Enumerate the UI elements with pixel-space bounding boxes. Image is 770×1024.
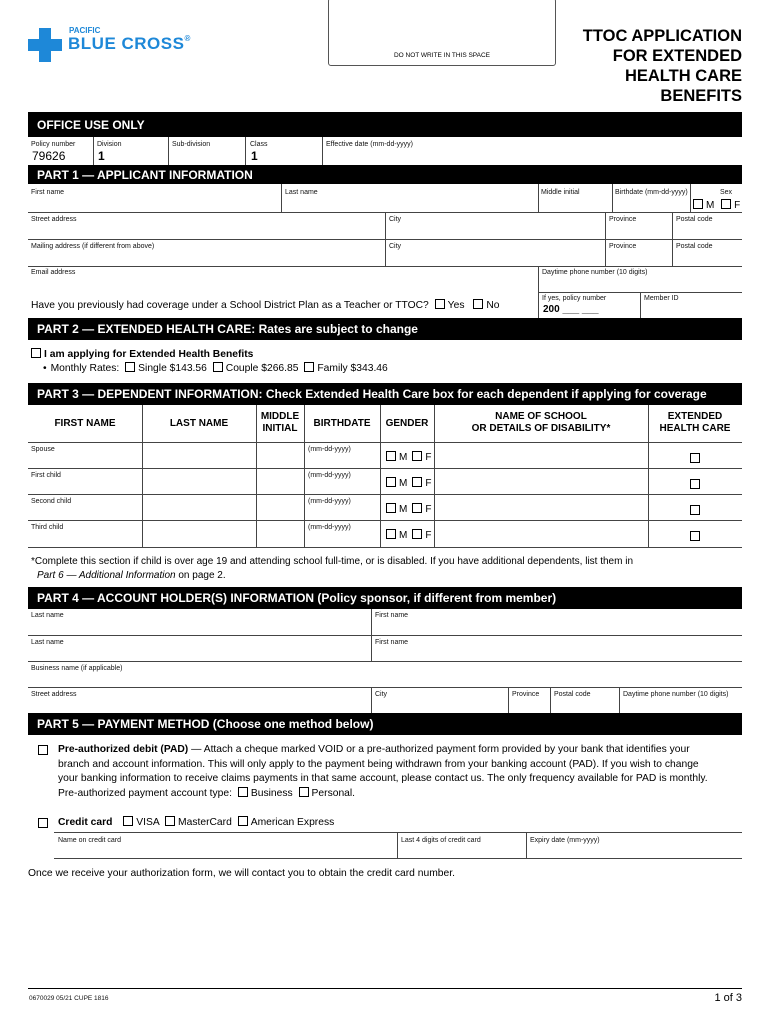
footnote-part6-ref: Part 6 — Additional Information: [37, 570, 176, 581]
family-rate-label: Family $343.46: [317, 363, 388, 374]
col-last-name: LAST NAME: [169, 418, 229, 429]
holder-province-label: Province: [512, 691, 540, 698]
child2-m-checkbox[interactable]: [386, 503, 396, 513]
holder2-first-name-label: First name: [375, 639, 409, 646]
sex-f-label: F: [734, 200, 741, 211]
sex-f-checkbox[interactable]: [721, 199, 731, 209]
brand-top: PACIFIC: [69, 26, 101, 35]
single-rate-checkbox[interactable]: [125, 362, 135, 372]
row-second-child-label: Second child: [31, 498, 72, 505]
col-school: [434, 411, 648, 435]
row-spouse-date: (mm-dd-yyyy): [308, 446, 351, 453]
name-on-card-label: Name on credit card: [58, 837, 122, 844]
pad-business-label: Business: [250, 787, 293, 799]
row-third-child-label: Third child: [31, 524, 64, 531]
pad-checkbox[interactable]: [38, 745, 48, 755]
couple-rate-checkbox[interactable]: [213, 362, 223, 372]
gender-m-label: M: [399, 452, 408, 463]
footnote-line1: *Complete this section if child is over age 19 and attending school full-time, or is disabled. If you have additional dependents, list them in: [31, 556, 634, 567]
office-use-title: OFFICE USE ONLY: [37, 117, 145, 132]
expiry-label: Expiry date (mm-yyyy): [530, 837, 600, 844]
postal-code-label: Postal code: [676, 216, 713, 223]
business-name-label: Business name (if applicable): [31, 665, 123, 672]
policy-number-value: 79626: [32, 149, 66, 163]
col-ehc-line1: EXTENDED: [667, 411, 723, 422]
single-rate-label: Single $143.56: [138, 363, 207, 374]
part3-header: [28, 383, 742, 405]
pad-line3: your banking information to receive claims payments in that same account, please contact us. The only frequency available for PAD is monthly.: [58, 773, 708, 784]
row-second-child-date: (mm-dd-yyyy): [308, 498, 351, 505]
row-first-child-date: (mm-dd-yyyy): [308, 472, 351, 479]
logo: [28, 26, 248, 66]
gender-f-label: F: [425, 452, 432, 463]
amex-label: American Express: [250, 817, 335, 828]
monthly-rates-label: Monthly Rates:: [50, 363, 120, 374]
row-third-child-gender: [386, 529, 431, 541]
coverage-question-text: Have you previously had coverage under a School District Plan as a Teacher or TTOC?: [31, 300, 429, 311]
prior-coverage-question: [31, 299, 500, 311]
part2-title: PART 2 — EXTENDED HEALTH CARE: Rates are subject to change: [37, 322, 418, 336]
gender-f-label: F: [425, 478, 432, 489]
col-middle-line2: INITIAL: [262, 423, 298, 434]
col-school-line1: NAME OF SCHOOL: [495, 411, 587, 422]
pad-account-type-label: Pre-authorized payment account type:: [58, 787, 233, 799]
part5-header: [28, 713, 742, 735]
title-line-1: TTOC APPLICATION: [582, 27, 742, 45]
child3-m-checkbox[interactable]: [386, 529, 396, 539]
child1-m-checkbox[interactable]: [386, 477, 396, 487]
child1-f-checkbox[interactable]: [412, 477, 422, 487]
mailing-address-label: Mailing address (if different from above): [31, 243, 155, 250]
page-number: 1 of 3: [714, 992, 742, 1004]
family-rate-checkbox[interactable]: [304, 362, 314, 372]
sex-options: [693, 199, 740, 211]
row-first-child-label: First child: [31, 472, 61, 479]
credit-card-title: Credit card: [58, 817, 113, 828]
holder2-last-name-label: Last name: [31, 639, 64, 646]
title-line-3: HEALTH CARE: [624, 67, 742, 85]
ehb-apply-label: I am applying for Extended Health Benefits: [44, 349, 254, 360]
pad-line2: branch and account information. This will only apply to the payment being withdrawn from your banking account (PAD). If you wish to change: [58, 758, 699, 770]
pad-business-checkbox[interactable]: [238, 787, 248, 797]
spouse-ehc-checkbox[interactable]: [690, 453, 700, 463]
brand-reg: ®: [184, 34, 191, 43]
brand-name: BLUE CROSS: [68, 34, 185, 53]
dependents-footnote: [31, 555, 633, 583]
ehb-apply-option: [31, 348, 253, 360]
pad-description: [58, 743, 708, 801]
row-spouse-label: Spouse: [31, 446, 55, 453]
member-id-label: Member ID: [644, 295, 679, 302]
child2-ehc-checkbox[interactable]: [690, 505, 700, 515]
child2-f-checkbox[interactable]: [412, 503, 422, 513]
holder1-last-name-label: Last name: [31, 612, 64, 619]
mastercard-checkbox[interactable]: [165, 816, 175, 826]
child3-ehc-checkbox[interactable]: [690, 531, 700, 541]
sex-m-checkbox[interactable]: [693, 199, 703, 209]
part4-header: [28, 587, 742, 609]
part4-title: PART 4 — ACCOUNT HOLDER(S) INFORMATION (Policy sponsor, if different from member): [37, 591, 557, 605]
effective-date-label: Effective date (mm-dd-yyyy): [326, 141, 414, 148]
gender-m-label: M: [399, 504, 408, 515]
child3-f-checkbox[interactable]: [412, 529, 422, 539]
class-label: Class: [250, 141, 268, 148]
email-label: Email address: [31, 269, 76, 276]
holder-postal-label: Postal code: [554, 691, 591, 698]
col-first-name: FIRST NAME: [54, 418, 116, 429]
division-value: 1: [98, 149, 105, 163]
policy-number-label: Policy number: [31, 141, 76, 148]
do-not-write-label: DO NOT WRITE IN THIS SPACE: [393, 52, 491, 59]
row-spouse-gender: [386, 451, 431, 463]
last-name-label: Last name: [285, 189, 318, 196]
province-label: Province: [609, 216, 637, 223]
subdivision-label: Sub-division: [172, 141, 211, 148]
part3-title: PART 3 — DEPENDENT INFORMATION: Check Extended Health Care box for each dependent if applying for coverage: [37, 387, 707, 401]
mastercard-label: MasterCard: [178, 817, 232, 828]
title-line-2: FOR EXTENDED: [612, 47, 742, 65]
mailing-city-label: City: [389, 243, 402, 250]
visa-label: VISA: [136, 817, 160, 828]
visa-checkbox[interactable]: [123, 816, 133, 826]
daytime-phone-label: Daytime phone number (10 digits): [542, 269, 648, 276]
row-third-child-date: (mm-dd-yyyy): [308, 524, 351, 531]
policy-prefix: 200 ___ ___: [543, 304, 599, 315]
pad-personal-label: Personal.: [311, 787, 356, 799]
couple-rate-label: Couple $266.85: [225, 363, 299, 374]
part5-title: PART 5 — PAYMENT METHOD (Choose one method below): [37, 717, 374, 731]
coverage-no-label: No: [486, 300, 500, 311]
mailing-province-label: Province: [609, 243, 637, 250]
row-second-child-gender: [386, 503, 431, 515]
division-label: Division: [97, 141, 122, 148]
ehb-apply-checkbox[interactable]: [31, 348, 41, 358]
sex-m-label: M: [706, 200, 715, 211]
holder-phone-label: Daytime phone number (10 digits): [623, 691, 729, 698]
footnote-page-ref: on page 2.: [175, 570, 226, 581]
monthly-rates-row: • Monthly Rates: Single $143.56 Couple $266.85 Family $343.46: [43, 363, 388, 374]
office-stamp-box: [328, 0, 556, 66]
sex-label: Sex: [720, 189, 733, 196]
col-ehc-line2: HEALTH CARE: [659, 423, 731, 434]
pad-title: Pre-authorized debit (PAD): [58, 744, 189, 755]
col-ehc: [648, 411, 742, 435]
form-code: 0670029 05/21 CUPE 1816: [29, 995, 109, 1002]
form-title: [583, 26, 742, 106]
birthdate-label: Birthdate (mm-dd-yyyy): [615, 189, 688, 196]
coverage-no-checkbox[interactable]: [473, 299, 483, 309]
col-school-line2: OR DETAILS OF DISABILITY*: [471, 423, 611, 434]
spouse-f-checkbox[interactable]: [412, 451, 422, 461]
holder-street-label: Street address: [31, 691, 77, 698]
gender-f-label: F: [425, 530, 432, 541]
gender-m-label: M: [399, 530, 408, 541]
mailing-postal-label: Postal code: [676, 243, 713, 250]
contact-note: Once we receive your authorization form, we will contact you to obtain the credit card number.: [28, 868, 455, 879]
holder1-first-name-label: First name: [375, 612, 409, 619]
brand-main: [68, 34, 191, 54]
part1-header: [28, 165, 742, 184]
street-address-label: Street address: [31, 216, 77, 223]
pad-line1: — Attach a cheque marked VOID or a pre-authorized payment form provided by your bank that identifies your: [188, 744, 690, 755]
city-label: City: [389, 216, 402, 223]
col-middle-initial: [256, 411, 304, 435]
last4-label: Last 4 digits of credit card: [401, 837, 481, 844]
holder-city-label: City: [375, 691, 388, 698]
row-first-child-gender: [386, 477, 431, 489]
policy-if-yes-label: If yes, policy number: [542, 295, 607, 302]
cross-icon: [28, 28, 62, 62]
first-name-label: First name: [31, 189, 65, 196]
coverage-yes-label: Yes: [447, 300, 465, 311]
part1-title: PART 1 — APPLICANT INFORMATION: [37, 167, 253, 182]
gender-m-label: M: [399, 478, 408, 489]
pad-personal-checkbox[interactable]: [299, 787, 309, 797]
col-gender: GENDER: [385, 418, 429, 429]
class-value: 1: [251, 149, 258, 163]
credit-card-row: [58, 816, 334, 828]
spouse-m-checkbox[interactable]: [386, 451, 396, 461]
col-middle-line1: MIDDLE: [260, 411, 300, 422]
title-line-4: BENEFITS: [660, 87, 742, 105]
middle-initial-label: Middle initial: [541, 189, 580, 196]
child1-ehc-checkbox[interactable]: [690, 479, 700, 489]
coverage-yes-checkbox[interactable]: [435, 299, 445, 309]
credit-card-checkbox[interactable]: [38, 818, 48, 828]
gender-f-label: F: [425, 504, 432, 515]
office-use-header: [28, 112, 742, 137]
part2-header: [28, 318, 742, 340]
amex-checkbox[interactable]: [238, 816, 248, 826]
col-birthdate: BIRTHDATE: [313, 418, 371, 429]
